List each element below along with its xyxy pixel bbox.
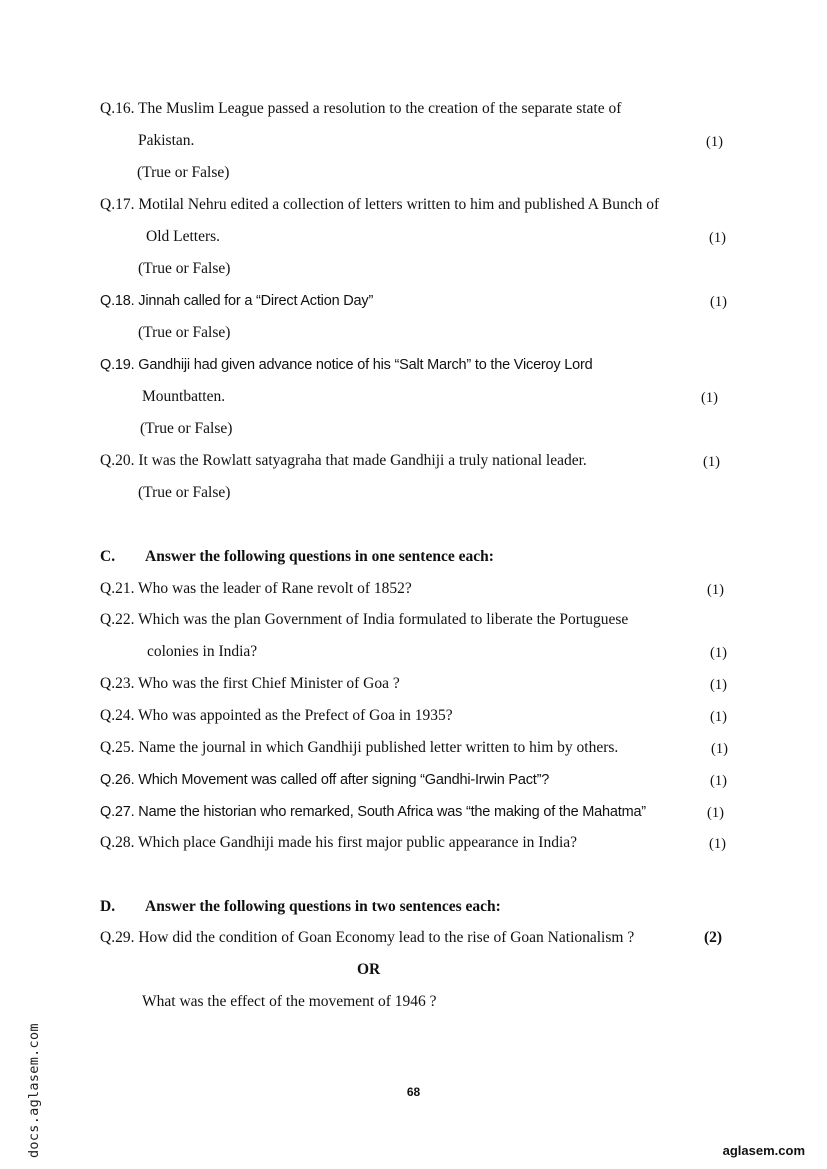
q29-text: Q.29. How did the condition of Goan Economy lead to the rise of Goan Nationalism ? bbox=[100, 929, 635, 946]
watermark-url: docs.aglasem.com bbox=[26, 1023, 42, 1158]
q16-marks: (1) bbox=[706, 134, 723, 150]
section-d-label: D. bbox=[100, 898, 116, 915]
q23-text: Q.23. Who was the first Chief Minister of Goa ? bbox=[100, 675, 400, 692]
q20-true-false: (True or False) bbox=[138, 484, 231, 501]
q26-marks: (1) bbox=[710, 773, 727, 789]
section-c-label: C. bbox=[100, 548, 116, 565]
q16-continuation: Pakistan. bbox=[138, 132, 195, 149]
q26-text: Q.26. Which Movement was called off after signing “Gandhi-Irwin Pact”? bbox=[100, 772, 550, 788]
q19-text: Q.19. Gandhiji had given advance notice of his “Salt March” to the Viceroy Lord bbox=[100, 357, 593, 373]
q18-true-false: (True or False) bbox=[138, 324, 231, 341]
section-d-heading: Answer the following questions in two sentences each: bbox=[145, 898, 501, 915]
q17-marks: (1) bbox=[709, 230, 726, 246]
q19-true-false: (True or False) bbox=[140, 420, 233, 437]
q29-alternative: What was the effect of the movement of 1946 ? bbox=[142, 993, 437, 1010]
q25-text: Q.25. Name the journal in which Gandhiji published letter written to him by others. bbox=[100, 739, 619, 756]
q21-marks: (1) bbox=[707, 582, 724, 598]
brand-footer: aglasem.com bbox=[722, 1143, 805, 1158]
q18-marks: (1) bbox=[710, 294, 727, 310]
q20-marks: (1) bbox=[703, 454, 720, 470]
q22-marks: (1) bbox=[710, 645, 727, 661]
section-c-heading: Answer the following questions in one sentence each: bbox=[145, 548, 494, 565]
page-number: 68 bbox=[406, 1085, 421, 1099]
q22-text: Q.22. Which was the plan Government of India formulated to liberate the Portuguese bbox=[100, 611, 629, 628]
q28-marks: (1) bbox=[709, 836, 726, 852]
q27-text: Q.27. Name the historian who remarked, South Africa was “the making of the Mahatma” bbox=[100, 804, 646, 820]
q16-true-false: (True or False) bbox=[137, 164, 230, 181]
q29-marks: (2) bbox=[704, 929, 723, 946]
q19-marks: (1) bbox=[701, 390, 718, 406]
q25-marks: (1) bbox=[711, 741, 728, 757]
q23-marks: (1) bbox=[710, 677, 727, 693]
q20-text: Q.20. It was the Rowlatt satyagraha that made Gandhiji a truly national leader. bbox=[100, 452, 587, 469]
q19-continuation: Mountbatten. bbox=[142, 388, 226, 405]
q17-true-false: (True or False) bbox=[138, 260, 231, 277]
q24-text: Q.24. Who was appointed as the Prefect of Goa in 1935? bbox=[100, 707, 453, 724]
q17-text: Q.17. Motilal Nehru edited a collection of letters written to him and published A Bunch of bbox=[100, 196, 660, 213]
q27-marks: (1) bbox=[707, 805, 724, 821]
q17-continuation: Old Letters. bbox=[146, 228, 221, 245]
q22-continuation: colonies in India? bbox=[147, 643, 258, 660]
q24-marks: (1) bbox=[710, 709, 727, 725]
q28-text: Q.28. Which place Gandhiji made his first major public appearance in India? bbox=[100, 834, 578, 851]
or-separator: OR bbox=[357, 961, 381, 978]
q16-text: Q.16. The Muslim League passed a resolution to the creation of the separate state of bbox=[100, 100, 622, 117]
q21-text: Q.21. Who was the leader of Rane revolt of 1852? bbox=[100, 580, 412, 597]
q18-text: Q.18. Jinnah called for a “Direct Action Day” bbox=[100, 293, 374, 309]
